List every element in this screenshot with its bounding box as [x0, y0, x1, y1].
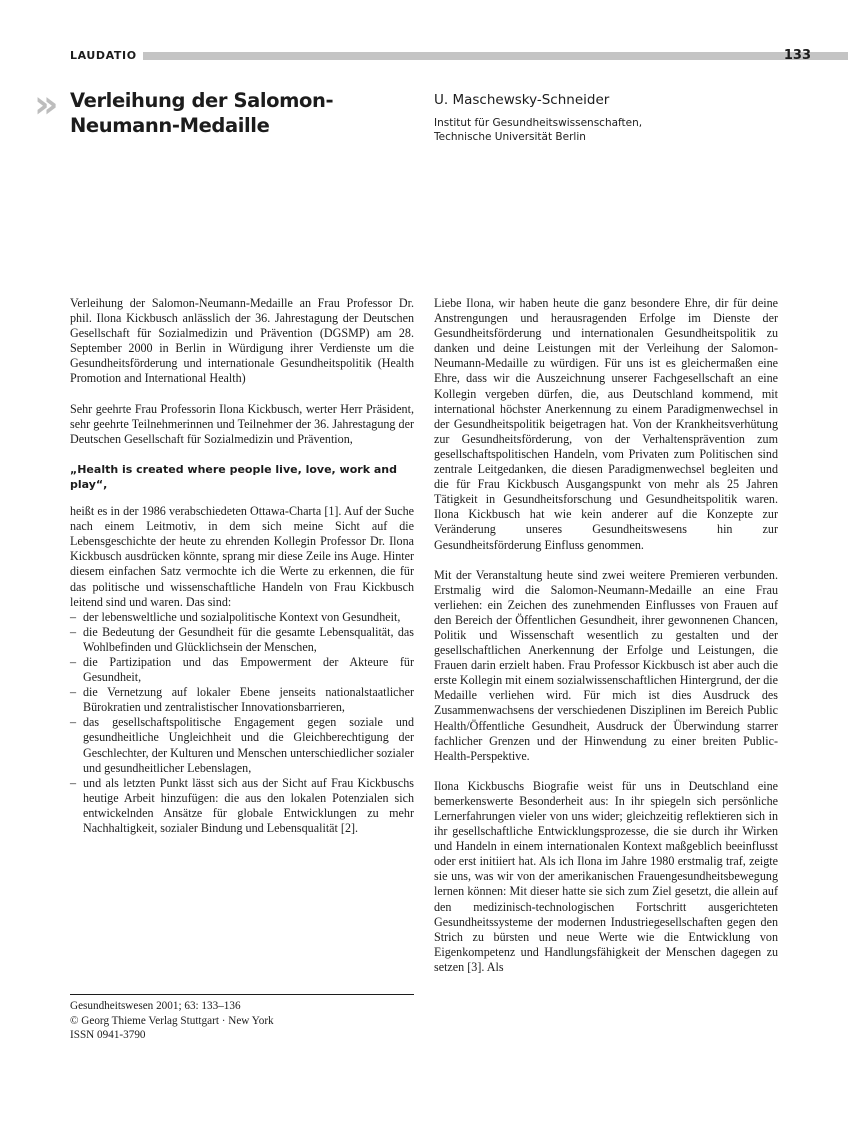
- body-paragraph: heißt es in der 1986 verabschiedeten Ottawa-Charta [1]. Auf der Suche nach einem Leitmotiv, in dem sich meine Sicht auf die Lebensgeschichte der heute zu ehrenden Kollegin Professor Dr. Ilona Kickbusch ausdrücken könnte, sprang mir diese Zeile ins Auge. Hinter diesem einfachen Satz vermochte ich die Werte zu erkennen, die für das politische und wissenschaftliche Handeln von Frau Kickbusch leitend sind und waren. Das sind:: [70, 504, 414, 609]
- article-title: [70, 88, 370, 138]
- list-item: – das gesellschaftspolitische Engagement gegen soziale und gesundheitliche Ungleichheit und die Gleichberechtigung der Geschlechter, der Kulturen und Menschen unterschiedlicher sozialer und gesundheitlicher Lebenslagen,: [70, 715, 414, 775]
- running-header: [70, 48, 811, 66]
- list-item: – die Vernetzung auf lokaler Ebene jenseits nationalstaatlicher Bürokratien und zentralistischer Innovationsbarrieren,: [70, 685, 414, 715]
- intro-paragraph: Verleihung der Salomon-Neumann-Medaille an Frau Professor Dr. phil. Ilona Kickbusch anlässlich der 36. Jahrestagung der Deutschen Gesellschaft für Sozialmedizin und Prävention (DGSMP) am 28. September 2000 in Berlin in Würdigung ihrer Verdienste um die Gesundheitsförderung und internationale Gesundheitspolitik (Health Promotion and International Health): [70, 296, 414, 386]
- left-column: [70, 296, 414, 836]
- journal-footer: [70, 994, 414, 1043]
- list-item: – und als letzten Punkt lässt sich aus der Sicht auf Frau Kickbuschs heutige Arbeit hinzufügen: die aus den lokalen Potenzialen sich entwickelnden Ansätze für globale Entwicklungen zu mehr Nachhaltigkeit, sozialer Bindung und Lebensqualität [2].: [70, 776, 414, 836]
- affiliation-line-1: Institut für Gesundheitswissenschaften,: [434, 117, 643, 129]
- salutation-paragraph: Sehr geehrte Frau Professorin Ilona Kickbusch, werter Herr Präsident, sehr geehrte Teilnehmerinnen und Teilnehmer der 36. Jahrestagung der Deutschen Gesellschaft für Sozialmedizin und Prävention,: [70, 401, 414, 446]
- author-name: U. Maschewsky-Schneider: [434, 92, 610, 108]
- header-rule: [143, 52, 848, 60]
- paragraph: Liebe Ilona, wir haben heute die ganz besondere Ehre, dir für deine Anstrengungen und herausragenden Erfolge im Dienste der Gesundheitsförderung und internationalen Gesundheitspolitik zu danken und deine Leistungen mit der Verleihung der Salomon-Neumann-Medaille zu würdigen. Für uns ist es gleichermaßen eine Ehre, dass wir die Auszeichnung unserer Fachgesellschaft an eine Kollegin vergeben dürfen, die, aus Deutschland kommend, mit international höchster Anerkennung zu einem Paradigmenwechsel in der Gesundheitspolitik beigetragen hat. Von der Krankheitsverhütung zur Gesundheitsförderung, von der Verhaltensprävention zum gesellschaftspolitischen Handeln, vom Privaten zum Politischen sind zentrale Leitgedanken, die diesen Paradigmenwechsel begleiten und die für Frau Kickbusch Ausgangspunkt von mehr als 25 Jahren Tätigkeit in Gesundheitsforschung und Gesundheitspolitik waren. Ilona Kickbusch hat wie kein anderer auf die Konzepte zur Veränderung unseres Gesundheitswesens hin zur Gesundheitsförderung Einfluss genommen.: [434, 296, 778, 552]
- list-item: – die Bedeutung der Gesundheit für die gesamte Lebensqualität, das Wohlbefinden und Glücklichsein der Menschen,: [70, 625, 414, 655]
- paragraph: Mit der Veranstaltung heute sind zwei weitere Premieren verbunden. Erstmalig wird die Salomon-Neumann-Medaille an eine Frau verliehen: ein Zeichen des zunehmenden Einflusses von Frauen auf den Bereich der Öffentlichen Gesundheit, ihrer gewonnenen Chancen, Politik und Wissenschaft wesentlich zu gestalten und der gesellschaftlichen Anerkennung der Erfolge und Leistungen, die Frauen darin erzielt haben. Frau Professor Kickbusch ist aber auch die erste Kollegin mit einem sozialwissenschaftlichen Hintergrund, der die Medaille verliehen wird. Für mich ist dies Ausdruck des Zusammenwachsens der verschiedenen Disziplinen im Bereich Public Health/Öffentliche Gesundheit, Ausdruck der Überwindung starrer fachlicher Grenzen und der Hinwendung zu einer breiten Public-Health-Perspektive.: [434, 567, 778, 763]
- right-column: [434, 296, 778, 990]
- citation-line: Gesundheitswesen 2001; 63: 133–136: [70, 1000, 241, 1012]
- quote-mark-icon: »: [34, 82, 55, 126]
- copyright-line: © Georg Thieme Verlag Stuttgart · New York: [70, 1014, 274, 1027]
- list-item: – die Partizipation und das Empowerment der Akteure für Gesundheit,: [70, 655, 414, 685]
- author-affiliation: [434, 116, 642, 144]
- issn-line: ISSN 0941-3790: [70, 1029, 146, 1041]
- title-line-2: Neumann-Medaille: [70, 114, 270, 137]
- title-line-1: Verleihung der Salomon-: [70, 89, 334, 112]
- motto-quote: „Health is created where people live, love, work and play“,: [70, 462, 397, 491]
- paragraph: Ilona Kickbuschs Biografie weist für uns in Deutschland eine bemerkenswerte Besonderheit aus: In ihr spiegeln sich persönliche Lernerfahrungen vieler von uns wider; gleichzeitig reflektieren sich in ihr gesellschaftliche Entwicklungsprozesse, die sie durch ihr Wirken und Handeln in einem internationalen Kontext maßgeblich beeinflusst oder erst initiiert hat. Als ich Ilona im Jahre 1980 erstmalig traf, zeigte sie uns, was wir von der amerikanischen Frauengesundheitsbewegung lernen können: Mit dieser hatte sie sich zum Ziel gesetzt, die allein auf den medizinisch-technologischen Fortschritt ausgerichteten Gesundheitssysteme der modernen Industriegesellschaften gegen den Strich zu bürsten und neue Werte wie die Entwicklung von Eigenkompetenz und Handlungsfähigkeit der Menschen dagegen zu setzen [3]. Als: [434, 778, 778, 974]
- page-number: 133: [783, 48, 811, 63]
- section-label: LAUDATIO: [70, 49, 137, 62]
- affiliation-line-2: Technische Universität Berlin: [434, 131, 586, 143]
- list-item: – der lebensweltliche und sozialpolitische Kontext von Gesundheit,: [70, 610, 414, 625]
- values-list: [70, 610, 414, 836]
